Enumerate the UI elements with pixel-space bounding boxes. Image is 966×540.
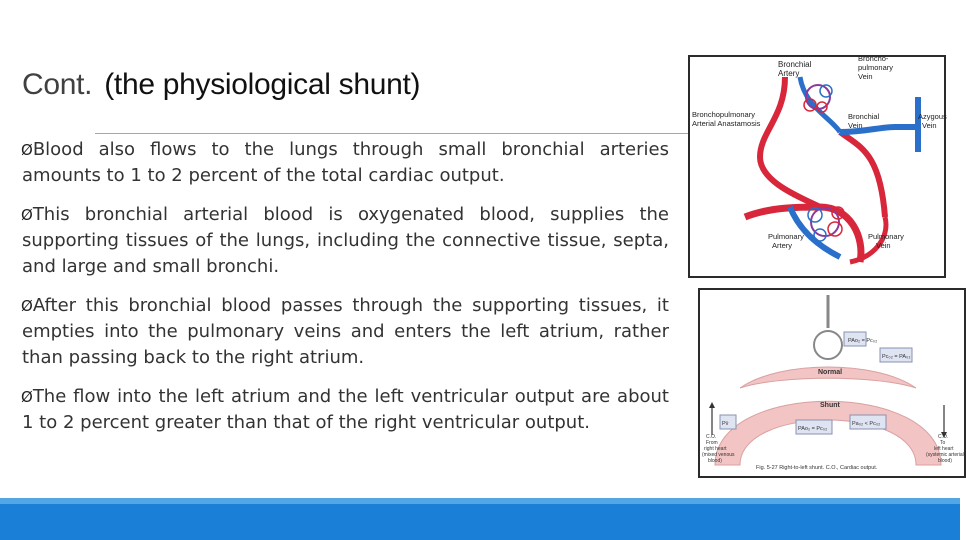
label-pao: PAo₂ = Pc₀₂ — [848, 338, 878, 344]
title-prefix: Cont. — [22, 68, 93, 101]
shunt-figure — [698, 288, 966, 478]
bullet-item — [22, 202, 669, 280]
arrow-up-icon — [709, 402, 715, 408]
bullet-text: This bronchial arterial blood is oxygenated blood, supplies the supporting tissues of the lungs, including the connective tissue, septa, and large and small bronchi. — [22, 204, 669, 277]
bullet-item — [22, 137, 669, 189]
bullet-arrow-icon: Ø — [21, 297, 33, 315]
label-pc-eq: PAo₂ = Pc₀₂ — [798, 426, 828, 432]
title-divider — [95, 133, 700, 134]
label-normal: Normal — [818, 369, 843, 376]
footer-bar — [0, 498, 960, 540]
slide-title — [22, 68, 420, 102]
bronchial-circulation-figure — [688, 55, 946, 278]
bullet-text: After this bronchial blood passes through the supporting tissues, it empties into the pulmonary veins and enters the left atrium, rather than passing back to the right atrium. — [22, 295, 669, 368]
bronchial-circulation-diagram — [690, 54, 947, 276]
bullet-item — [22, 293, 669, 371]
label-bronchial-vein: Bronchial Vein — [848, 112, 880, 130]
label-pa-lt: Pa₀₂ < Pc₀₂ — [852, 421, 881, 427]
alveolus-icon — [814, 331, 842, 359]
label-pulmonary-vein: Pulmonary Vein — [868, 232, 904, 250]
bullet-arrow-icon: Ø — [21, 388, 33, 406]
footer-accent — [0, 498, 960, 504]
label-pulmonary-artery: Pulmonary Artery — [768, 232, 804, 250]
shunt-diagram — [700, 290, 964, 476]
bullet-text: Blood also flows to the lungs through small bronchial arteries amounts to 1 to 2 percent of the total cardiac output. — [22, 139, 669, 186]
bullet-text: The flow into the left atrium and the left ventricular output are about 1 to 2 percent greater than that of the right ventricular output. — [22, 386, 669, 433]
title-main: (the physiological shunt) — [104, 68, 421, 101]
bullet-item — [22, 384, 669, 436]
bullet-arrow-icon: Ø — [21, 141, 33, 159]
label-co-right: C.O. To left heart (systemic arterial blood) — [926, 434, 964, 464]
bullet-list — [22, 137, 669, 449]
label-bronchial-artery: Bronchial Artery — [778, 60, 812, 78]
figure-caption: Fig. 5-27 Right-to-left shunt. C.O., Cardiac output. — [756, 465, 878, 471]
label-co-left: C.O. From right heart (mixed venous blood) — [702, 434, 735, 464]
label-shunt: Shunt — [820, 402, 840, 409]
bullet-arrow-icon: Ø — [21, 206, 33, 224]
label-anastomosis: Bronchopulmonary Arterial Anastamosis — [692, 110, 761, 128]
label-pc: Pc₀₂ = PA₀₂ — [882, 354, 911, 360]
label-pv: Pv̄ — [722, 421, 729, 427]
label-azygous-vein: Azygous Vein — [918, 112, 947, 130]
label-bronchopulmonary-vein: Broncho- pulmonary Vein — [858, 54, 894, 81]
